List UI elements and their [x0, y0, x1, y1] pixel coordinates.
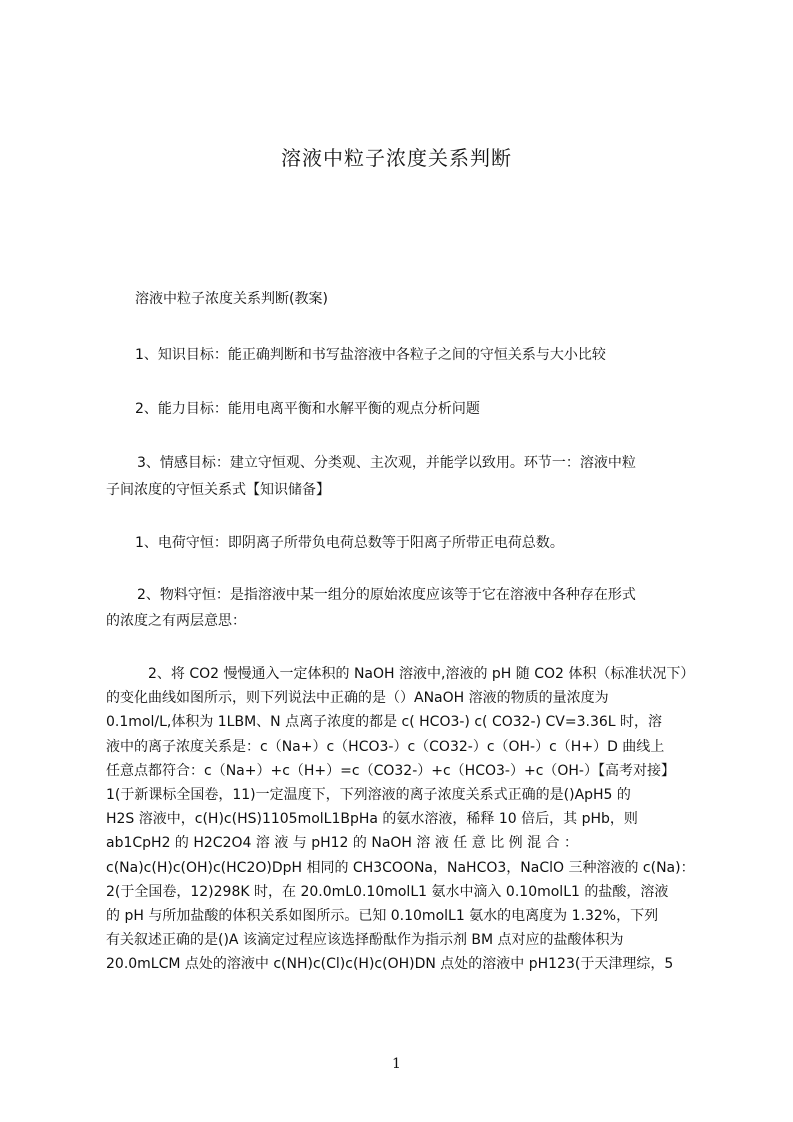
exercise-line: ab1CpH2 的 H2C2O4 溶 液 与 pH12 的 NaOH 溶 液 任 意 比 例 混 合 ： [106, 835, 578, 852]
paragraph-lesson-plan: 溶液中粒子浓度关系判断(教案) [135, 291, 328, 307]
exercise-line: 任意点都符合：c（Na+）+c（H+）=c（CO32-）+c（HCO3-）+c（OH-）【高考对接】 [106, 762, 675, 779]
paragraph-emotion-goal-line-1: 3、情感目标：建立守恒观、分类观、主次观，并能学以致用。环节一：溶液中粒 [137, 455, 636, 471]
paragraph-material-conservation-line-1: 2、物料守恒：是指溶液中某一组分的原始浓度应该等于它在溶液中各种存在形式 [137, 587, 636, 603]
page-number: 1 [392, 1056, 401, 1072]
exercise-line: 的 pH 与所加盐酸的体积关系如图所示。已知 0.10molL1 氨水的电离度为 1.32%，下列 [106, 908, 659, 925]
exercise-block [106, 662, 699, 977]
exercise-line: 20.0mLCM 点处的溶液中 c(NH)c(Cl)c(H)c(OH)DN 点处的溶液中 pH123(于天津理综，5 [106, 956, 674, 973]
paragraph-material-conservation-line-2: 的浓度之有两层意思： [106, 613, 246, 629]
paragraph-ability-goal: 2、能力目标：能用电离平衡和水解平衡的观点分析问题 [135, 401, 480, 417]
exercise-line: 2(于全国卷，12)298K 时，在 20.0mL0.10molL1 氨水中滴入 0.10molL1 的盐酸，溶液 [106, 883, 669, 900]
exercise-line: 2、将 CO2 慢慢通入一定体积的 NaOH 溶液中,溶液的 pH 随 CO2 体积（标准状况下） [148, 666, 695, 682]
exercise-line: H2S 溶液中，c(H)c(HS)1105molL1BpHa 的氨水溶液，稀释 10 倍后，其 pHb，则 [106, 811, 638, 828]
exercise-line: 有关叙述正确的是()A 该滴定过程应该选择酚酞作为指示剂 BM 点对应的盐酸体积为 [106, 932, 624, 949]
paragraph-knowledge-goal: 1、知识目标：能正确判断和书写盐溶液中各粒子之间的守恒关系与大小比较 [135, 347, 606, 363]
exercise-line: 液中的离子浓度关系是：c（Na+）c（HCO3-）c（CO32-）c（OH-）c（H+）D 曲线上 [106, 738, 665, 755]
exercise-line: c(Na)c(H)c(OH)c(HC2O)DpH 相同的 CH3COONa，NaHCO3，NaClO 三种溶液的 c(Na)： [106, 859, 695, 876]
exercise-line: 1(于新课标全国卷，11)一定温度下，下列溶液的离子浓度关系式正确的是()ApH5 的 [106, 787, 631, 804]
exercise-line: 的变化曲线如图所示，则下列说法中正确的是（）ANaOH 溶液的物质的量浓度为 [106, 690, 609, 707]
exercise-line: 0.1mol/L,体积为 1LBM、N 点离子浓度的都是 c( HCO3-) c( CO32-) CV=3.36L 时，溶 [106, 714, 663, 731]
paragraph-emotion-goal-line-2: 子间浓度的守恒关系式【知识储备】 [106, 482, 330, 498]
document-title: 溶液中粒子浓度关系判断 [281, 146, 512, 170]
paragraph-charge-conservation: 1、电荷守恒：即阴离子所带负电荷总数等于阳离子所带正电荷总数。 [135, 535, 564, 551]
